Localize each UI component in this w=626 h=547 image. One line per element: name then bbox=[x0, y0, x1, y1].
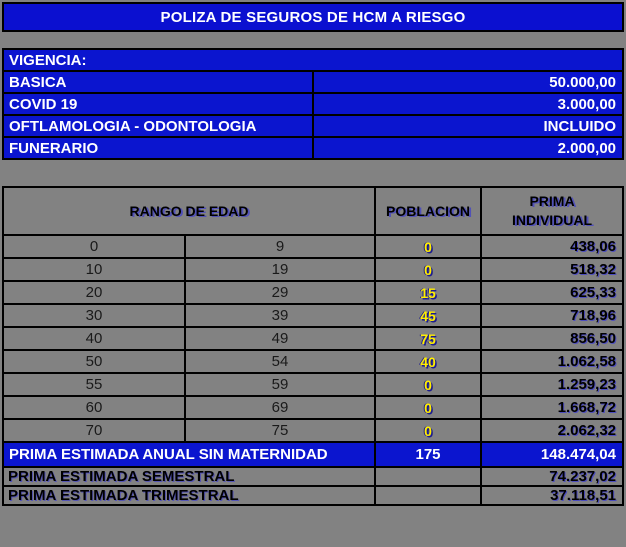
prima-cell: 2.062,32 bbox=[481, 419, 623, 442]
population-cell: 0 bbox=[375, 419, 481, 442]
age-row bbox=[3, 304, 623, 327]
prima-header-line1: PRIMA bbox=[529, 193, 575, 209]
age-from-cell: 70 bbox=[3, 419, 185, 442]
prima-individual-header bbox=[481, 187, 623, 235]
total-population-cell: 175 bbox=[375, 442, 481, 467]
age-to-cell: 9 bbox=[185, 235, 375, 258]
annual-total-row bbox=[3, 442, 623, 467]
population-cell: 45 bbox=[375, 304, 481, 327]
policy-title: POLIZA DE SEGUROS DE HCM A RIESGO bbox=[2, 2, 624, 32]
age-to-cell: 39 bbox=[185, 304, 375, 327]
empty-cell bbox=[375, 467, 481, 486]
coverage-row bbox=[3, 137, 623, 159]
vigencia-header-row bbox=[3, 49, 623, 71]
semester-total-label: PRIMA ESTIMADA SEMESTRAL bbox=[3, 467, 375, 486]
coverage-value: 2.000,00 bbox=[313, 137, 623, 159]
age-to-cell: 49 bbox=[185, 327, 375, 350]
age-from-cell: 40 bbox=[3, 327, 185, 350]
age-from-cell: 30 bbox=[3, 304, 185, 327]
prima-cell: 718,96 bbox=[481, 304, 623, 327]
semester-total-value: 74.237,02 bbox=[481, 467, 623, 486]
population-cell: 0 bbox=[375, 235, 481, 258]
coverage-value: INCLUIDO bbox=[313, 115, 623, 137]
age-row bbox=[3, 419, 623, 442]
coverage-label: OFTLAMOLOGIA - ODONTOLOGIA bbox=[3, 115, 313, 137]
age-row bbox=[3, 327, 623, 350]
semester-total-row bbox=[3, 467, 623, 486]
spacer bbox=[2, 160, 624, 186]
prima-cell: 1.062,58 bbox=[481, 350, 623, 373]
vigencia-header-cell: VIGENCIA: bbox=[3, 49, 623, 71]
prima-cell: 518,32 bbox=[481, 258, 623, 281]
age-to-cell: 54 bbox=[185, 350, 375, 373]
age-from-cell: 10 bbox=[3, 258, 185, 281]
age-to-cell: 19 bbox=[185, 258, 375, 281]
coverage-label: COVID 19 bbox=[3, 93, 313, 115]
population-cell: 0 bbox=[375, 396, 481, 419]
age-from-cell: 55 bbox=[3, 373, 185, 396]
age-row bbox=[3, 281, 623, 304]
population-cell: 0 bbox=[375, 258, 481, 281]
coverage-row bbox=[3, 115, 623, 137]
age-from-cell: 60 bbox=[3, 396, 185, 419]
age-row bbox=[3, 235, 623, 258]
quarter-total-label: PRIMA ESTIMADA TRIMESTRAL bbox=[3, 486, 375, 505]
prima-cell: 1.259,23 bbox=[481, 373, 623, 396]
spacer bbox=[2, 32, 624, 48]
population-cell: 0 bbox=[375, 373, 481, 396]
age-row bbox=[3, 258, 623, 281]
age-row bbox=[3, 396, 623, 419]
age-row bbox=[3, 350, 623, 373]
coverage-value: 50.000,00 bbox=[313, 71, 623, 93]
table-header-row bbox=[3, 187, 623, 235]
quarter-total-row bbox=[3, 486, 623, 505]
age-to-cell: 59 bbox=[185, 373, 375, 396]
coverage-value: 3.000,00 bbox=[313, 93, 623, 115]
annual-total-label: PRIMA ESTIMADA ANUAL SIN MATERNIDAD bbox=[3, 442, 375, 467]
coverage-label: FUNERARIO bbox=[3, 137, 313, 159]
coverage-row bbox=[3, 93, 623, 115]
coverage-row bbox=[3, 71, 623, 93]
empty-cell bbox=[375, 486, 481, 505]
prima-cell: 856,50 bbox=[481, 327, 623, 350]
quarter-total-value: 37.118,51 bbox=[481, 486, 623, 505]
age-from-cell: 50 bbox=[3, 350, 185, 373]
age-row bbox=[3, 373, 623, 396]
prima-cell: 625,33 bbox=[481, 281, 623, 304]
population-cell: 15 bbox=[375, 281, 481, 304]
population-cell: 75 bbox=[375, 327, 481, 350]
age-from-cell: 0 bbox=[3, 235, 185, 258]
age-rate-table bbox=[2, 186, 624, 506]
population-cell: 40 bbox=[375, 350, 481, 373]
age-to-cell: 69 bbox=[185, 396, 375, 419]
vigencia-table bbox=[2, 48, 624, 160]
age-to-cell: 29 bbox=[185, 281, 375, 304]
prima-cell: 438,06 bbox=[481, 235, 623, 258]
prima-cell: 1.668,72 bbox=[481, 396, 623, 419]
annual-total-value: 148.474,04 bbox=[481, 442, 623, 467]
prima-header-line2: INDIVIDUAL bbox=[511, 212, 593, 228]
population-header: POBLACION bbox=[375, 187, 481, 235]
coverage-label: BASICA bbox=[3, 71, 313, 93]
age-to-cell: 75 bbox=[185, 419, 375, 442]
age-from-cell: 20 bbox=[3, 281, 185, 304]
age-range-header: RANGO DE EDAD bbox=[3, 187, 375, 235]
